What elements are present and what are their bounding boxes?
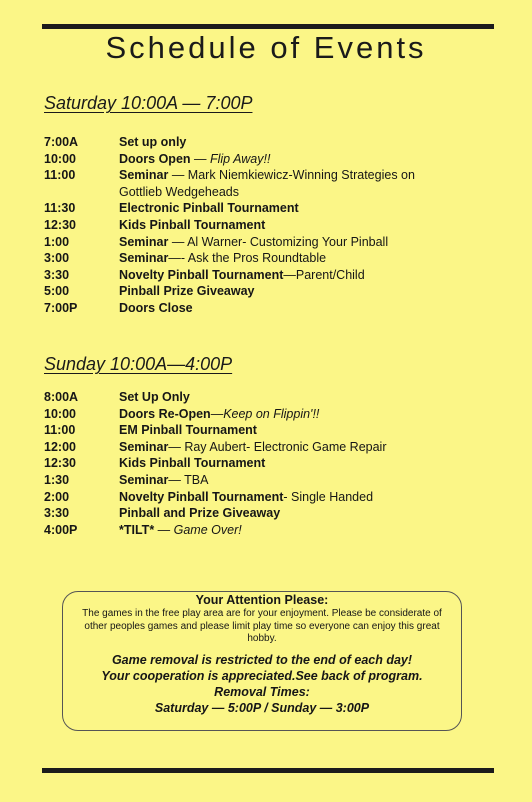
event-title: *TILT* (119, 522, 155, 537)
schedule-event (119, 250, 484, 267)
schedule-event (119, 522, 484, 539)
schedule-time: 11:00 (44, 423, 76, 438)
schedule-event (119, 151, 484, 168)
schedule-time: 3:30 (44, 506, 70, 521)
notice-line-removal-times: Removal Times: (214, 684, 310, 699)
event-detail: — TBA (168, 472, 209, 487)
event-detail: — Al Warner- Customizing Your Pinball (168, 234, 389, 249)
event-detail: — Flip Away!! (190, 151, 271, 166)
event-detail: — Ray Aubert- Electronic Game Repair (168, 439, 387, 454)
saturday-schedule (44, 134, 484, 317)
schedule-event (119, 134, 484, 151)
event-title: Set up only (119, 135, 187, 149)
schedule-time: 11:30 (44, 201, 76, 216)
event-title: Pinball Prize Giveaway (119, 284, 255, 299)
schedule-row (44, 300, 484, 317)
top-rule (42, 24, 494, 29)
schedule-time: 1:30 (44, 472, 70, 487)
schedule-time: 10:00 (44, 406, 76, 421)
schedule-row (44, 439, 484, 456)
schedule-event (119, 505, 484, 522)
event-title: Kids Pinball Tournament (119, 456, 266, 471)
schedule-event (119, 422, 484, 439)
event-title: Set Up Only (119, 390, 190, 404)
notice-line-times: Saturday — 5:00P / Sunday — 3:00P (154, 700, 370, 715)
schedule-time: 12:30 (44, 217, 76, 232)
schedule-row (44, 422, 484, 439)
schedule-time: 7:00P (44, 300, 78, 315)
schedule-time: 2:00 (44, 489, 70, 504)
schedule-row (44, 151, 484, 168)
schedule-row (44, 267, 484, 284)
event-title: Doors Close (119, 300, 193, 315)
schedule-event (119, 472, 484, 489)
attention-notice (62, 591, 462, 731)
event-title: Seminar (119, 439, 169, 454)
event-title: EM Pinball Tournament (119, 423, 257, 438)
notice-body: The games in the free play area are for your enjoyment. Please be considerate of other peoples games and please limit play time so everyone can enjoy this great hobby. (82, 608, 442, 644)
schedule-row (44, 489, 484, 506)
schedule-event (119, 406, 484, 423)
schedule-time: 5:00 (44, 284, 70, 299)
event-title: Seminar (119, 168, 169, 183)
saturday-heading: Saturday 10:00A — 7:00P (44, 93, 253, 113)
schedule-event (119, 267, 484, 284)
sunday-heading: Sunday 10:00A—4:00P (44, 354, 233, 374)
schedule-time: 7:00A (44, 135, 79, 149)
schedule-row (44, 200, 484, 217)
event-detail: — Game Over! (154, 522, 242, 537)
schedule-event (119, 217, 484, 234)
schedule-time: 12:00 (44, 439, 76, 454)
schedule-event (119, 489, 484, 506)
sunday-schedule (44, 389, 484, 538)
schedule-row (44, 455, 484, 472)
schedule-event (119, 389, 484, 406)
event-title: Seminar (119, 472, 169, 487)
event-title: Pinball and Prize Giveaway (119, 506, 281, 521)
schedule-time: 11:00 (44, 168, 76, 183)
event-detail: —Keep on Flippin'!! (210, 406, 320, 421)
notice-line-cooperation: Your cooperation is appreciated.See back of program. (101, 668, 423, 683)
event-title: Novelty Pinball Tournament (119, 267, 284, 282)
schedule-time: 3:30 (44, 267, 70, 282)
schedule-row (44, 134, 484, 151)
schedule-row (44, 472, 484, 489)
page-title: Schedule of Events (105, 30, 427, 65)
event-detail: — Mark Niemkiewicz-Winning Strategies on (168, 168, 415, 183)
event-detail-continued: Gottlieb Wedgeheads (119, 184, 239, 199)
event-detail: - Single Handed (283, 489, 374, 504)
schedule-time: 10:00 (44, 151, 76, 166)
schedule-row (44, 250, 484, 267)
schedule-time: 1:00 (44, 234, 70, 249)
schedule-event (119, 200, 484, 217)
event-title: Doors Re-Open (119, 406, 211, 421)
schedule-event (119, 300, 484, 317)
event-title: Doors Open (119, 151, 191, 166)
event-detail: —Parent/Child (283, 267, 365, 282)
schedule-row (44, 167, 484, 200)
event-title: Novelty Pinball Tournament (119, 489, 284, 504)
event-title: Electronic Pinball Tournament (119, 201, 299, 216)
event-title: Kids Pinball Tournament (119, 217, 266, 232)
schedule-time: 3:00 (44, 251, 70, 266)
schedule-row (44, 234, 484, 251)
schedule-time: 12:30 (44, 456, 76, 471)
schedule-row (44, 505, 484, 522)
schedule-event (119, 439, 484, 456)
schedule-row (44, 389, 484, 406)
schedule-event (119, 234, 484, 251)
schedule-event (119, 283, 484, 300)
schedule-row (44, 217, 484, 234)
event-title: Seminar (119, 234, 169, 249)
notice-heading: Your Attention Please: (195, 593, 329, 607)
schedule-time: 8:00A (44, 390, 79, 404)
schedule-row (44, 283, 484, 300)
schedule-time: 4:00P (44, 522, 78, 537)
schedule-event (119, 455, 484, 472)
schedule-row (44, 522, 484, 539)
bottom-rule (42, 768, 494, 773)
notice-line-removal: Game removal is restricted to the end of each day! (111, 652, 413, 667)
schedule-row (44, 406, 484, 423)
event-detail: —- Ask the Pros Roundtable (168, 251, 327, 266)
schedule-event (119, 167, 484, 200)
event-title: Seminar (119, 251, 169, 266)
